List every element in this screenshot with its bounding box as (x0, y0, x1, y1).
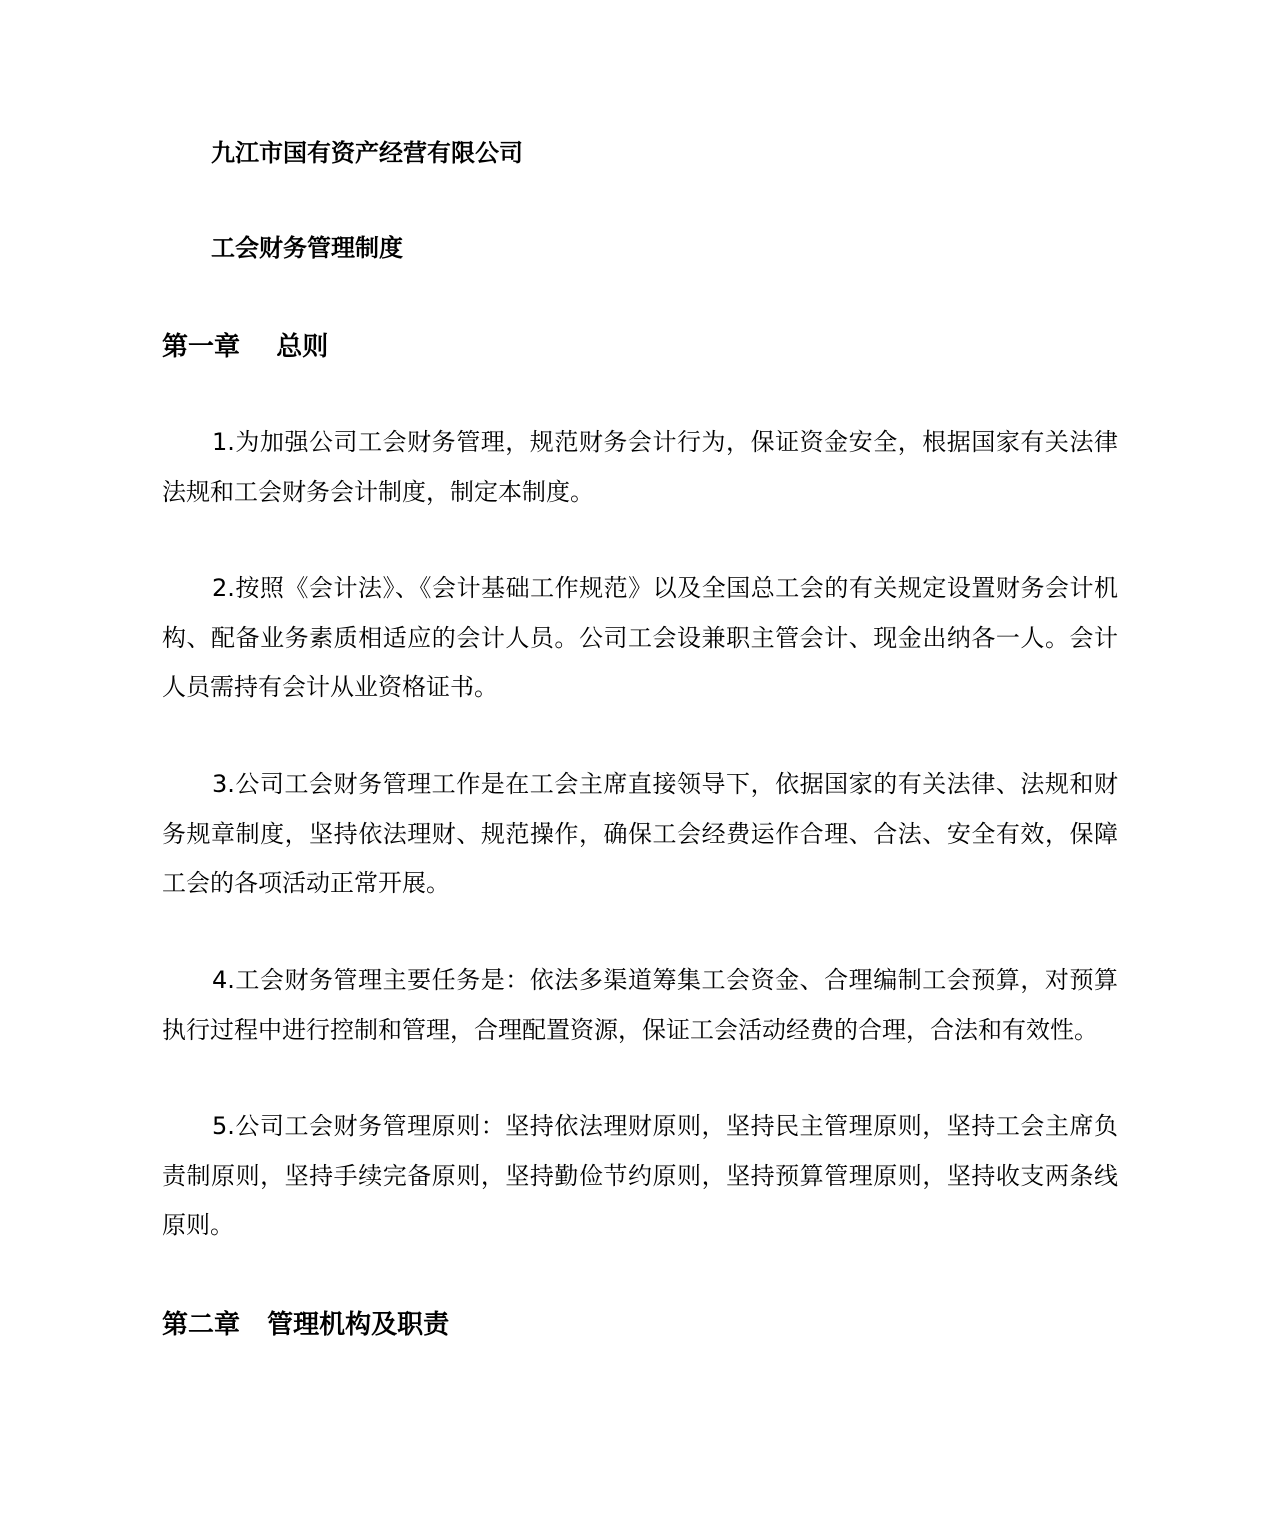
paragraph-3: 3.公司工会财务管理工作是在工会主席直接领导下，依据国家的有关法律、法规和财务规章制度，坚持依法理财、规范操作，确保工会经费运作合理、合法、安全有效，保障工会的各项活动正常开展。 (162, 770, 1118, 897)
chapter-1-heading: 第一章 总则 (162, 332, 329, 362)
company-name: 九江市国有资产经营有限公司 (211, 139, 523, 167)
document-title: 工会财务管理制度 (211, 234, 403, 262)
paragraph-4: 4.工会财务管理主要任务是：依法多渠道筹集工会资金、合理编制工会预算，对预算执行过程中进行控制和管理，合理配置资源，保证工会活动经费的合理，合法和有效性。 (162, 966, 1118, 1044)
paragraph-1: 1.为加强公司工会财务管理，规范财务会计行为，保证资金安全，根据国家有关法律法规和工会财务会计制度，制定本制度。 (162, 428, 1118, 506)
paragraph-5: 5.公司工会财务管理原则：坚持依法理财原则，坚持民主管理原则，坚持工会主席负责制原则，坚持手续完备原则，坚持勤俭节约原则，坚持预算管理原则，坚持收支两条线原则。 (162, 1112, 1118, 1239)
paragraph-2: 2.按照《会计法》、《会计基础工作规范》以及全国总工会的有关规定设置财务会计机构、配备业务素质相适应的会计人员。公司工会设兼职主管会计、现金出纳各一人。会计人员需持有会计从业资格证书。 (162, 574, 1118, 701)
chapter-2-heading: 第二章 管理机构及职责 (162, 1310, 450, 1340)
